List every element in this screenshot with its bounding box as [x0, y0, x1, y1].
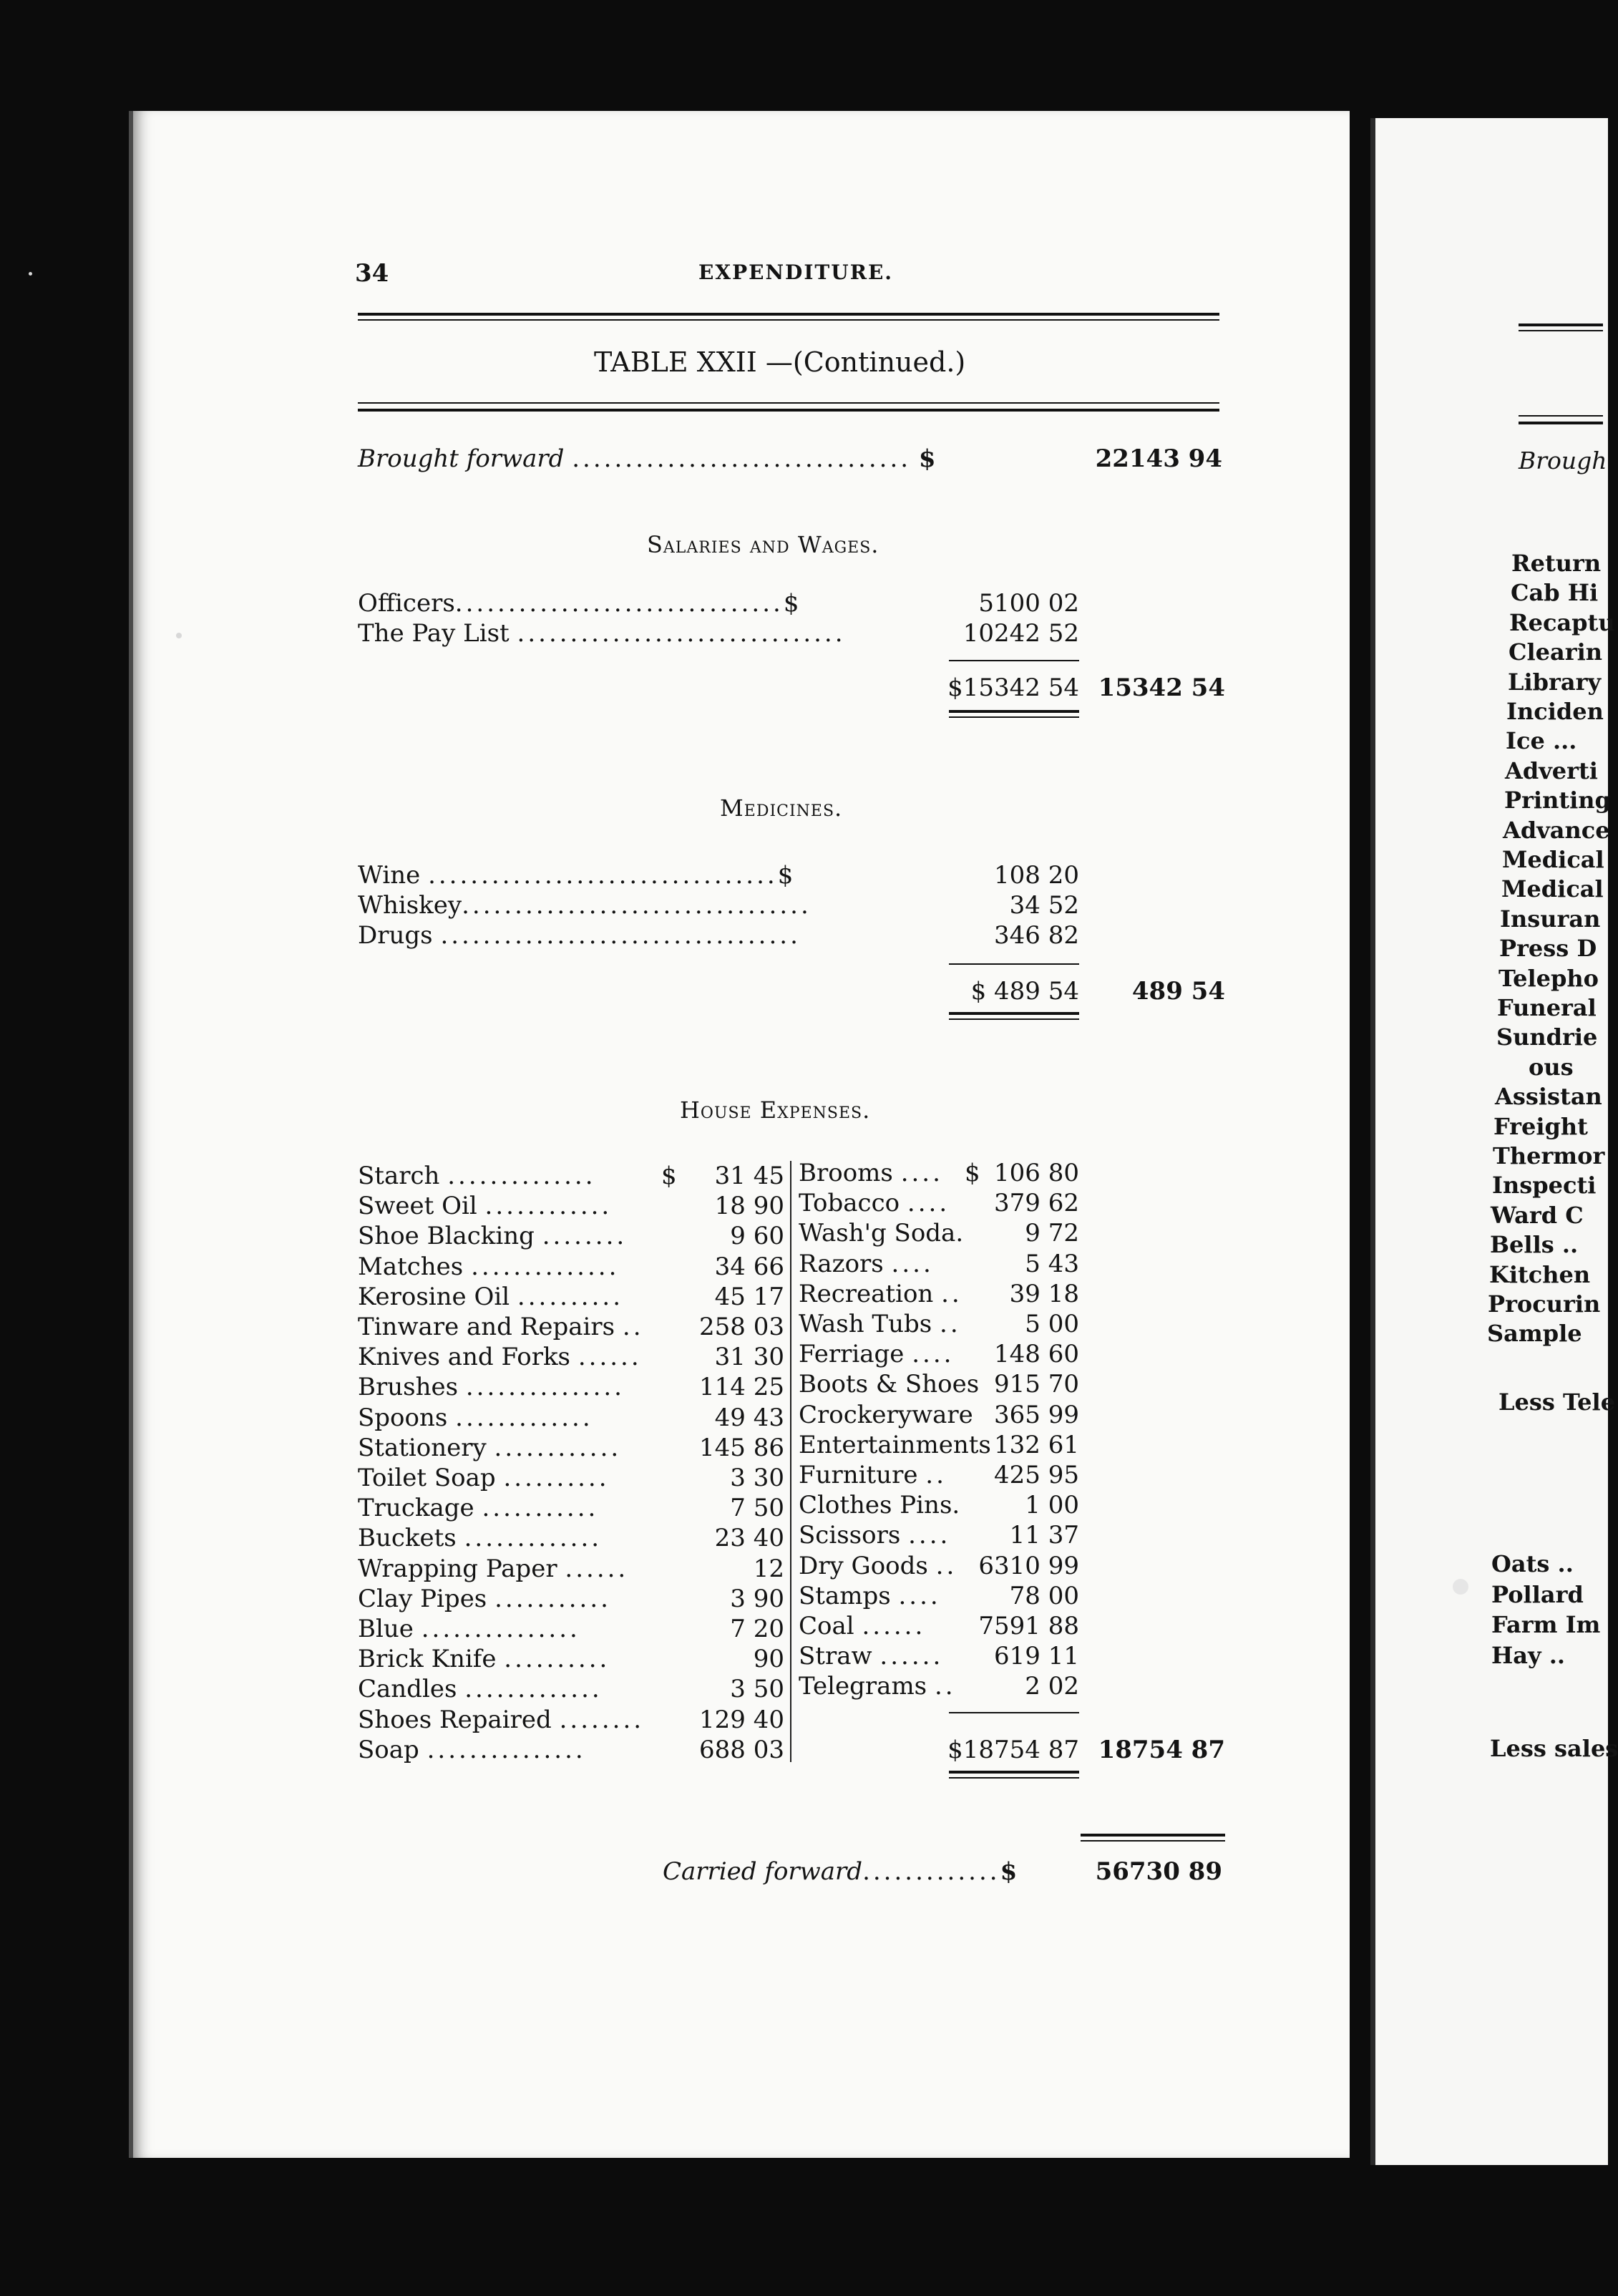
row-amount: 31 30	[714, 1343, 784, 1372]
house-expense-row	[358, 1674, 603, 1704]
row-label: Buckets	[358, 1524, 457, 1553]
leader-dots: .............	[455, 1403, 593, 1432]
leader-dots: ..............	[471, 1252, 620, 1281]
rule	[949, 963, 1079, 965]
row-label: Crockeryware	[799, 1400, 973, 1429]
row-amount: 346 82	[994, 921, 1079, 950]
row-label: Spoons	[358, 1403, 448, 1432]
row-label: Straw	[799, 1642, 872, 1671]
facing-item-label: Hay ..	[1491, 1641, 1565, 1669]
house-expense-row	[358, 1735, 586, 1765]
facing-item-label: Advance	[1503, 816, 1610, 844]
house-expense-row	[358, 1372, 625, 1402]
row-label: Whiskey	[358, 891, 462, 920]
house-expense-row	[799, 1400, 973, 1430]
currency-sign: $	[1000, 1857, 1018, 1886]
leader-dots: ..	[935, 1551, 957, 1580]
rule	[358, 313, 1219, 316]
facing-item-label: Oats ..	[1491, 1550, 1574, 1577]
rule	[949, 1771, 1079, 1774]
facing-item-label: Procurin	[1488, 1290, 1601, 1318]
row-label: Candles	[358, 1675, 457, 1704]
row-label: Recreation	[799, 1279, 934, 1308]
facing-item-label: ous	[1529, 1053, 1574, 1081]
row-amount: 49 43	[714, 1403, 784, 1432]
facing-item-label: Medical	[1502, 846, 1604, 873]
row-label: Coal	[799, 1612, 854, 1640]
row-label: Shoes Repaired	[358, 1705, 552, 1734]
row-label: The Pay List	[358, 619, 510, 648]
rule	[358, 402, 1219, 404]
rule	[949, 716, 1079, 718]
row-label: Brooms	[799, 1159, 893, 1187]
leader-dots: ..........	[504, 1645, 610, 1674]
leader-dots: ...............	[421, 1615, 580, 1643]
leader-dots: ......	[577, 1343, 642, 1372]
row-amount: 688 03	[699, 1735, 784, 1764]
row-label: Razors	[799, 1249, 884, 1278]
house-expense-row	[799, 1671, 956, 1701]
row-amount: 90	[753, 1645, 784, 1674]
facing-item-label: Inspecti	[1492, 1172, 1597, 1200]
facing-item-label: Thermor	[1493, 1142, 1605, 1169]
row-label: Knives and Forks	[358, 1343, 571, 1372]
rule	[949, 1712, 1079, 1713]
row-label: Wrapping Paper	[358, 1554, 557, 1583]
leader-dots: ....	[898, 1581, 941, 1610]
row-label: Soap	[358, 1735, 419, 1764]
house-expense-row	[799, 1279, 962, 1309]
brought-forward-label: Brought forward	[358, 444, 565, 473]
row-label: Boots & Shoes	[799, 1370, 980, 1399]
carried-forward-label: Carried forward	[663, 1857, 863, 1886]
row-amount: 619 11	[994, 1642, 1079, 1671]
brought-forward-value: 22143 94	[1095, 444, 1222, 473]
leader-dots: ........	[559, 1705, 645, 1734]
leader-dots: ....	[900, 1159, 943, 1187]
row-label: Blue	[358, 1615, 414, 1643]
medicine-row	[358, 920, 801, 950]
row-amount: 45 17	[714, 1282, 784, 1311]
house-expense-row	[358, 1523, 602, 1553]
row-amount: 9 60	[730, 1222, 784, 1251]
facing-item-label: Adverti	[1505, 757, 1598, 784]
facing-brought-label: Brough	[1519, 447, 1607, 475]
row-amount: 34 66	[714, 1252, 784, 1281]
salary-row	[358, 588, 799, 618]
row-label: Kerosine Oil	[358, 1282, 510, 1311]
facing-item-label: Ice ...	[1506, 727, 1577, 755]
row-amount: 3 30	[730, 1464, 784, 1492]
house-expense-row	[358, 1403, 593, 1433]
house-expense-row	[358, 1584, 611, 1614]
facing-item-label: Press D	[1499, 935, 1597, 963]
currency-sign: $	[965, 1159, 980, 1187]
row-label: Wash'g Soda.	[799, 1219, 964, 1248]
leader-dots: ..	[925, 1461, 947, 1489]
row-amount: 129 40	[699, 1705, 784, 1734]
facing-item-label: Farm Im	[1491, 1611, 1601, 1638]
row-amount: 365 99	[994, 1400, 1079, 1429]
carried-forward-row	[663, 1857, 1017, 1887]
leader-dots: ..........	[517, 1282, 623, 1311]
house-expense-row	[358, 1614, 580, 1644]
facing-item-label: Sundrie	[1496, 1023, 1598, 1051]
column-divider	[790, 1161, 791, 1762]
row-amount: 34 52	[1009, 891, 1079, 920]
row-amount: 18 90	[714, 1192, 784, 1221]
row-amount: 114 25	[699, 1373, 784, 1402]
rule	[1519, 422, 1603, 424]
running-title: EXPENDITURE.	[698, 261, 894, 284]
leader-dots: ....	[908, 1521, 951, 1550]
row-amount: 2 02	[1025, 1672, 1079, 1701]
house-expense-row	[799, 1158, 943, 1188]
house-expense-row	[799, 1460, 947, 1490]
house-expense-row	[358, 1433, 621, 1463]
rule	[1519, 415, 1603, 417]
house-expense-row	[799, 1611, 925, 1641]
leader-dots: ......	[862, 1612, 926, 1640]
row-label: Sweet Oil	[358, 1192, 477, 1221]
house-expense-row	[358, 1282, 623, 1312]
row-amount: 7 50	[730, 1494, 784, 1523]
house-expense-row	[358, 1554, 628, 1584]
leader-dots: .............	[464, 1524, 603, 1553]
facing-item-label: Bells ..	[1490, 1231, 1579, 1259]
leader-dots: ...........	[482, 1494, 599, 1523]
brought-forward-row	[358, 444, 936, 474]
leader-dots: ................................	[572, 444, 912, 473]
house-expense-row	[799, 1520, 950, 1550]
row-amount: 23 40	[714, 1524, 784, 1553]
facing-item-label: Pollard	[1491, 1580, 1584, 1608]
house-expense-row	[358, 1493, 598, 1523]
rule	[358, 319, 1219, 321]
row-label: Officers	[358, 589, 455, 618]
facing-item-label: Printing	[1504, 787, 1611, 814]
leader-dots: ...............................	[517, 619, 846, 648]
house-expense-row	[358, 1644, 610, 1674]
row-amount: 5100 02	[978, 589, 1079, 618]
facing-item-label: Library	[1508, 668, 1602, 696]
row-label: Dry Goods	[799, 1551, 928, 1580]
facing-item-label: Medical	[1501, 875, 1604, 903]
house-expenses-total: 18754 87	[1098, 1736, 1225, 1764]
leader-dots: ..	[940, 1310, 961, 1338]
leader-dots: ....	[891, 1249, 934, 1278]
leader-dots: ..	[622, 1313, 644, 1341]
row-amount: 145 86	[699, 1433, 784, 1462]
currency-sign: $	[783, 589, 799, 618]
facing-less-tele: Less Tele	[1498, 1388, 1616, 1416]
left-page	[129, 111, 1350, 2158]
rule	[949, 1777, 1079, 1779]
facing-item-label: Telepho	[1498, 964, 1599, 992]
leader-dots: ......	[565, 1554, 629, 1583]
section-heading: Salaries and Wages.	[647, 531, 879, 558]
salaries-subtotal: $15342 54	[947, 673, 1079, 702]
page-number: 34	[355, 259, 389, 288]
house-expense-row	[358, 1463, 610, 1493]
row-amount: 9 72	[1025, 1219, 1079, 1248]
facing-item-label: Recaptu	[1509, 608, 1615, 636]
leader-dots: ..	[934, 1672, 956, 1701]
rule	[1519, 330, 1603, 331]
leader-dots: ..............	[447, 1162, 596, 1190]
house-expense-row	[358, 1221, 627, 1251]
leader-dots: .............	[862, 1857, 1000, 1886]
medicines-total: 489 54	[1131, 977, 1225, 1006]
facing-page	[1370, 118, 1608, 2165]
row-amount: 5 00	[1025, 1310, 1079, 1338]
leader-dots: ...............................	[454, 589, 784, 618]
currency-sign: $	[661, 1162, 677, 1190]
row-label: Shoe Blacking	[358, 1222, 535, 1251]
row-label: Furniture	[799, 1461, 918, 1489]
leader-dots: ......	[879, 1642, 944, 1671]
row-amount: 148 60	[994, 1340, 1079, 1369]
house-expense-row	[799, 1339, 954, 1369]
leader-dots: ............	[494, 1433, 622, 1462]
row-amount: 379 62	[994, 1189, 1079, 1218]
row-amount: 12	[753, 1554, 784, 1583]
leader-dots: .............	[464, 1675, 603, 1704]
section-heading: House Expenses.	[680, 1096, 871, 1124]
house-expense-row	[799, 1581, 941, 1611]
row-amount: 258 03	[699, 1313, 784, 1341]
carried-forward-value: 56730 89	[1095, 1857, 1222, 1886]
house-expense-row	[358, 1252, 619, 1282]
row-label: Brushes	[358, 1373, 459, 1402]
row-label: Clothes Pins.	[799, 1491, 960, 1520]
leader-dots: ....	[907, 1189, 950, 1218]
house-expense-row	[799, 1551, 957, 1581]
facing-item-label: Clearin	[1509, 638, 1602, 666]
house-expense-row	[799, 1490, 960, 1520]
row-amount: 106 80	[994, 1159, 1079, 1187]
row-amount: 108 20	[994, 861, 1079, 890]
table-title: TABLE XXII —(Continued.)	[594, 346, 966, 378]
row-label: Brick Knife	[358, 1645, 497, 1674]
row-amount: 11 37	[1009, 1521, 1079, 1550]
salaries-total: 15342 54	[1098, 673, 1225, 702]
speck	[29, 272, 32, 276]
house-expense-row	[799, 1249, 934, 1279]
row-amount: 132 61	[994, 1430, 1079, 1459]
leader-dots: ............	[484, 1192, 613, 1221]
house-expense-row	[799, 1641, 943, 1671]
rule	[358, 409, 1219, 412]
row-label: Entertainments	[799, 1430, 991, 1459]
speck	[1453, 1579, 1468, 1595]
row-amount: 7 20	[730, 1615, 784, 1643]
facing-item-label: Sample	[1487, 1320, 1582, 1348]
house-expense-row	[358, 1342, 642, 1372]
row-label: Tobacco	[799, 1189, 900, 1218]
row-label: Tinware and Repairs	[358, 1313, 615, 1341]
row-label: Stamps	[799, 1581, 891, 1610]
row-amount: 39 18	[1009, 1279, 1079, 1308]
rule	[949, 1018, 1079, 1020]
row-amount: 915 70	[994, 1370, 1079, 1399]
facing-item-label: Freight	[1493, 1112, 1588, 1140]
house-expense-row	[358, 1705, 644, 1735]
facing-item-label: Insuran	[1500, 905, 1601, 933]
row-label: Clay Pipes	[358, 1584, 487, 1613]
facing-item-label: Inciden	[1506, 698, 1604, 725]
rule	[1519, 324, 1603, 326]
house-expense-row	[799, 1188, 950, 1218]
speck	[176, 633, 182, 638]
row-label: Truckage	[358, 1494, 474, 1523]
leader-dots: .................................	[462, 891, 812, 920]
row-label: Wine	[358, 861, 421, 890]
row-label: Scissors	[799, 1521, 901, 1550]
row-label: Matches	[358, 1252, 464, 1281]
leader-dots: ...............	[465, 1373, 625, 1402]
row-label: Toilet Soap	[358, 1464, 496, 1492]
row-label: Ferriage	[799, 1340, 905, 1369]
leader-dots: ....	[912, 1340, 955, 1369]
row-label: Starch	[358, 1162, 440, 1190]
leader-dots: ..	[941, 1279, 962, 1308]
leader-dots: ...............	[427, 1735, 586, 1764]
row-amount: 3 90	[730, 1584, 784, 1613]
house-expense-row	[799, 1309, 961, 1339]
leader-dots: ........	[542, 1222, 628, 1251]
row-amount: 10242 52	[962, 619, 1079, 648]
house-expense-row	[358, 1161, 596, 1191]
rule	[949, 710, 1079, 713]
rule	[949, 1012, 1079, 1015]
row-label: Stationery	[358, 1433, 487, 1462]
row-amount: 78 00	[1009, 1581, 1079, 1610]
facing-item-label: Return	[1511, 550, 1602, 577]
row-amount: 1 00	[1025, 1491, 1079, 1520]
section-heading: Medicines.	[720, 794, 843, 822]
rule	[1081, 1834, 1225, 1837]
row-amount: 7591 88	[978, 1612, 1079, 1640]
facing-less-sales: Less sales	[1490, 1735, 1618, 1762]
leader-dots: ...........	[494, 1584, 611, 1613]
facing-item-label: Funeral	[1497, 994, 1597, 1021]
salary-row	[358, 618, 846, 648]
rule	[949, 660, 1079, 661]
row-amount: 31 45	[714, 1162, 784, 1190]
facing-item-label: Cab Hi	[1511, 579, 1599, 607]
currency-sign: $	[777, 861, 794, 890]
medicine-row	[358, 890, 812, 920]
house-expense-row	[358, 1312, 644, 1342]
facing-item-label: Kitchen	[1489, 1260, 1591, 1288]
row-amount: 425 95	[994, 1461, 1079, 1489]
facing-item-label: Assistan	[1495, 1083, 1602, 1111]
row-amount: 5 43	[1025, 1249, 1079, 1278]
row-amount: 6310 99	[978, 1551, 1079, 1580]
medicines-subtotal: $ 489 54	[970, 977, 1079, 1006]
house-expenses-subtotal: $18754 87	[947, 1736, 1079, 1764]
currency-sign: $	[918, 444, 936, 473]
rule	[1081, 1840, 1225, 1842]
row-label: Drugs	[358, 921, 433, 950]
facing-item-label: Ward C	[1491, 1201, 1584, 1229]
row-label: Telegrams	[799, 1672, 927, 1701]
leader-dots: .................................	[428, 861, 778, 890]
leader-dots: ..................................	[440, 921, 801, 950]
row-amount: 3 50	[730, 1675, 784, 1704]
house-expense-row	[799, 1218, 963, 1248]
medicine-row	[358, 860, 793, 890]
leader-dots: ..........	[503, 1464, 610, 1492]
row-label: Wash Tubs	[799, 1310, 932, 1338]
house-expense-row	[358, 1191, 612, 1221]
